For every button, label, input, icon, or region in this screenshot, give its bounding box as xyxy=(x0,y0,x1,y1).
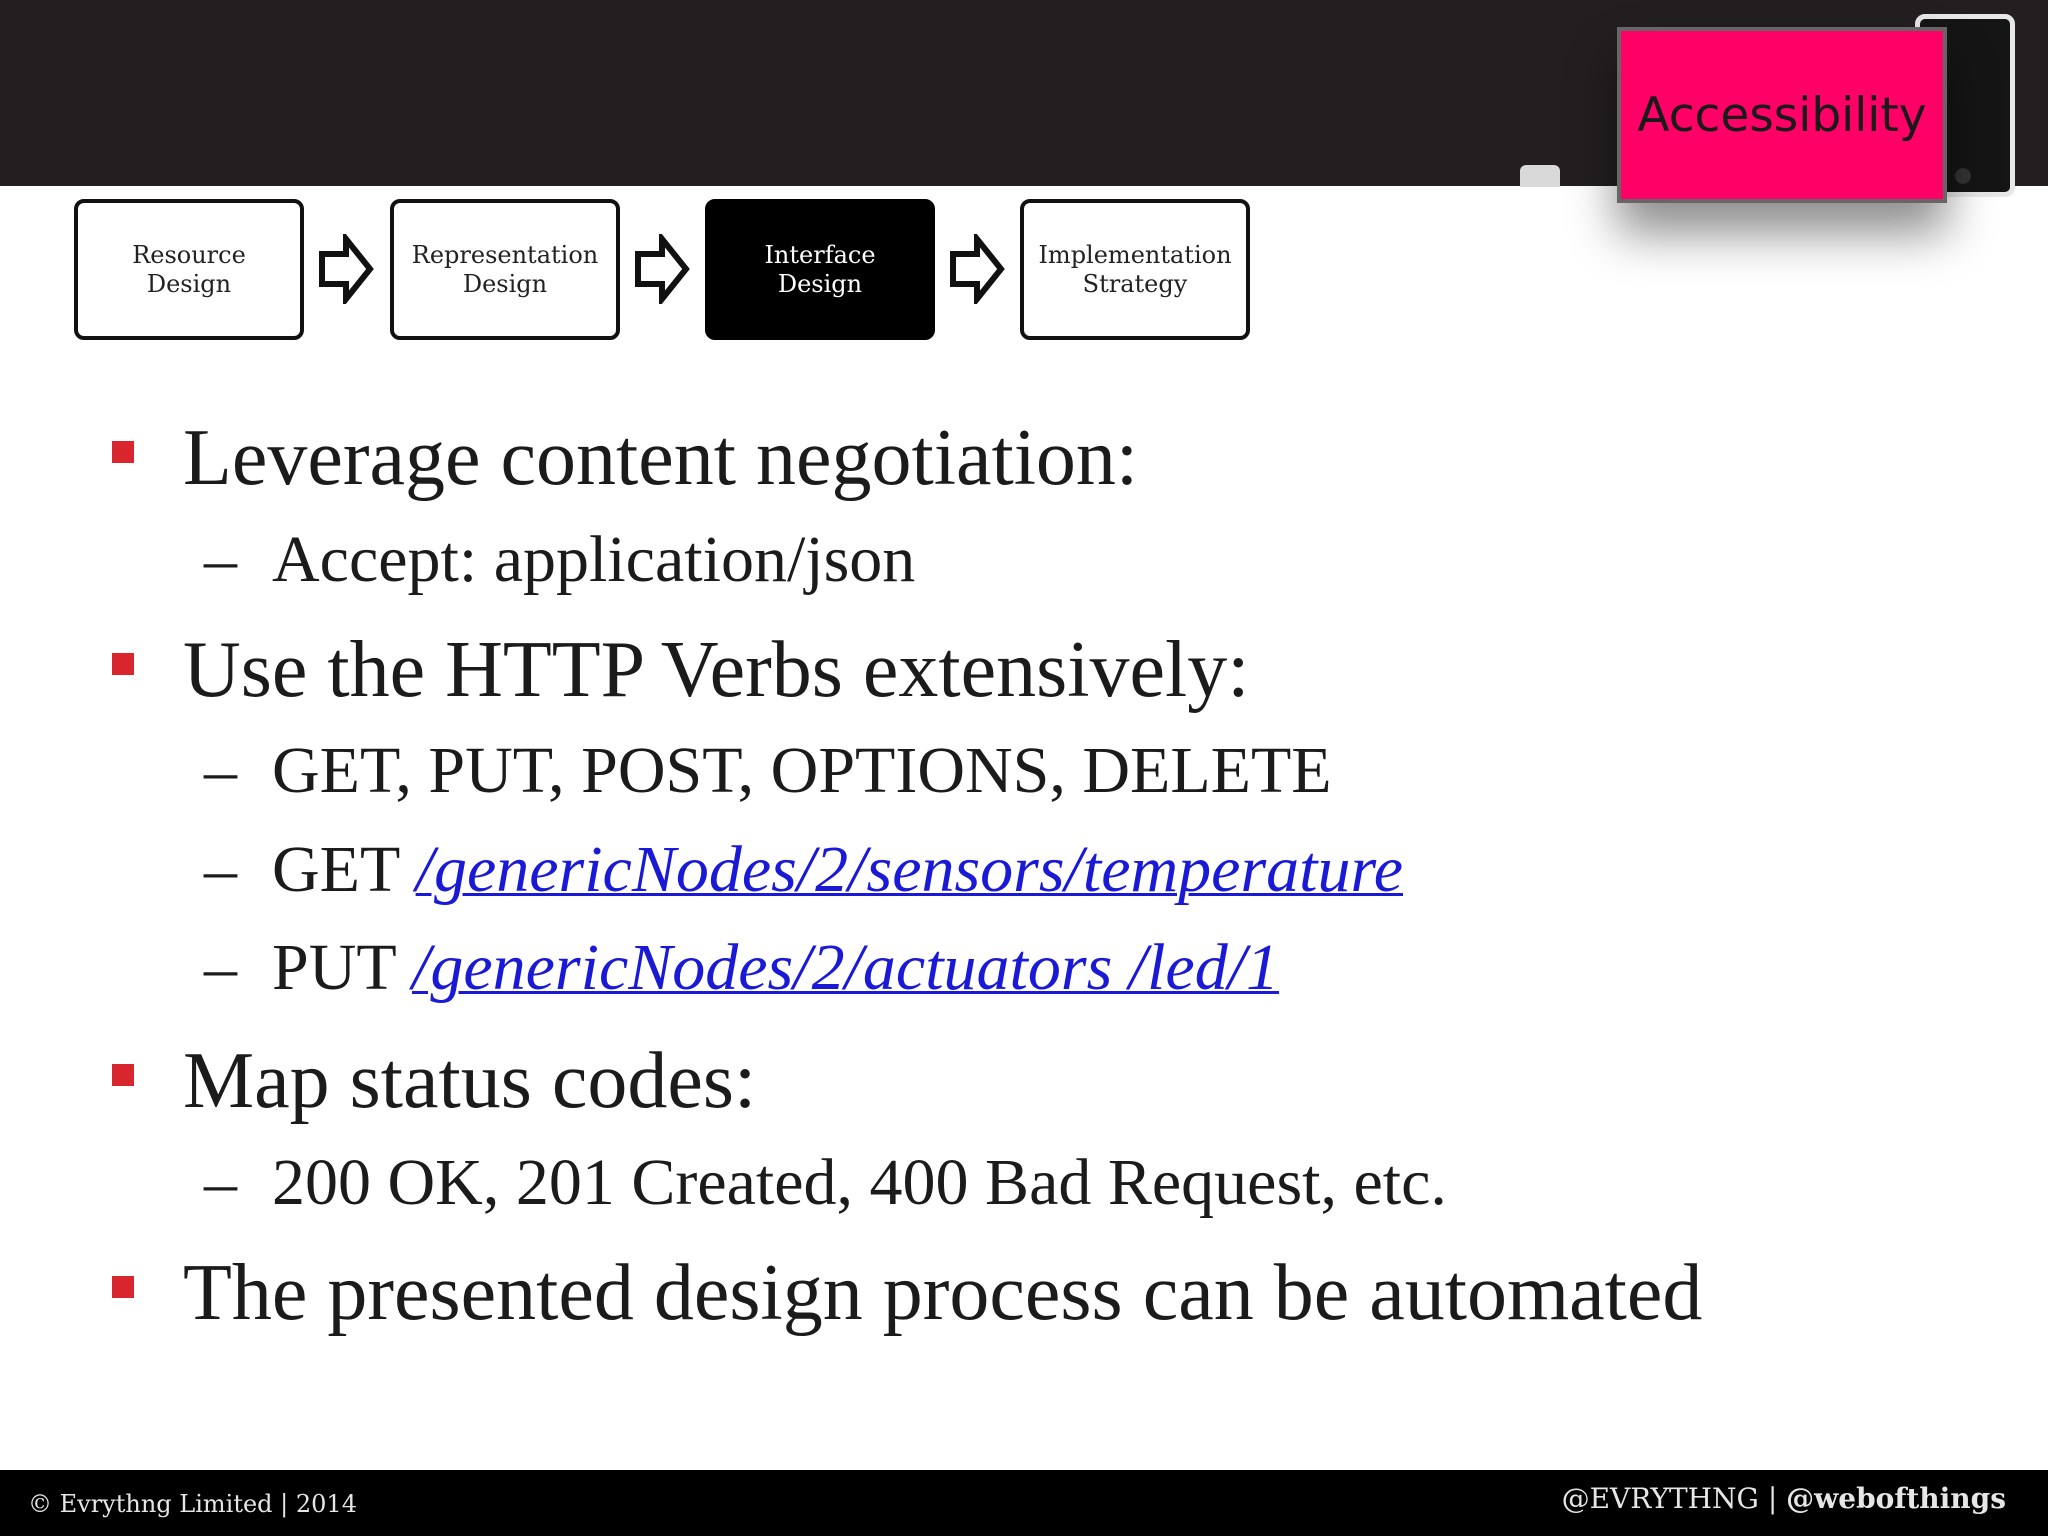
bullet-marker xyxy=(112,1064,134,1086)
step-label-line1: Resource xyxy=(132,240,246,269)
step-label-line2: Design xyxy=(146,269,232,298)
sub-bullet-dash: – xyxy=(204,931,237,1004)
device-home-button-icon xyxy=(1955,168,1971,184)
step-label-line2: Design xyxy=(777,269,863,298)
bullet-marker xyxy=(112,441,134,463)
step-label-line1: Representation xyxy=(411,240,599,269)
arrow-right-icon xyxy=(318,234,374,304)
accessibility-badge[interactable]: Accessibility xyxy=(1617,27,1947,203)
http-verb: GET xyxy=(272,833,400,906)
sub-bullet-text: Accept: application/json xyxy=(272,523,916,596)
footer-social-handles xyxy=(1562,1482,2006,1515)
step-interface-design xyxy=(705,199,935,340)
bullet-text: Map status codes: xyxy=(183,1037,757,1125)
step-representation-design xyxy=(390,199,620,340)
arrow-right-icon xyxy=(949,234,1005,304)
sub-bullet-text: GET, PUT, POST, OPTIONS, DELETE xyxy=(272,734,1332,807)
bullet-marker xyxy=(112,1276,134,1298)
bullet-marker xyxy=(112,653,134,675)
sub-bullet-dash: – xyxy=(204,523,237,596)
sub-bullet-dash: – xyxy=(204,1146,237,1219)
device-icon xyxy=(1520,165,1560,187)
step-implementation-strategy xyxy=(1020,199,1250,340)
bullet-text: Use the HTTP Verbs extensively: xyxy=(183,626,1250,714)
twitter-handle-webofthings[interactable]: @webofthings xyxy=(1786,1482,2006,1515)
step-label-line1: Implementation xyxy=(1038,240,1232,269)
sub-bullet-dash: – xyxy=(204,734,237,807)
step-label-line2: Strategy xyxy=(1082,269,1188,298)
http-verb: PUT xyxy=(272,931,396,1004)
sub-bullet-dash: – xyxy=(204,833,237,906)
bullet-text: The presented design process can be automated xyxy=(183,1249,1703,1337)
sub-bullet-put-resource xyxy=(272,930,1279,1006)
sub-bullet-get-resource xyxy=(272,832,1403,908)
actuator-led-link[interactable]: /genericNodes/2/actuators /led/1 xyxy=(412,931,1280,1004)
arrow-right-icon xyxy=(634,234,690,304)
twitter-handle-evrythng[interactable]: @EVRYTHNG xyxy=(1561,1482,1759,1515)
step-label-line2: Design xyxy=(462,269,548,298)
sensor-temperature-link[interactable]: /genericNodes/2/sensors/temperature xyxy=(415,833,1404,906)
bullet-text: Leverage content negotiation: xyxy=(183,414,1139,502)
sub-bullet-text: 200 OK, 201 Created, 400 Bad Request, etc. xyxy=(272,1146,1447,1219)
footer-separator: | xyxy=(1767,1482,1778,1515)
step-label-line1: Interface xyxy=(764,240,876,269)
step-resource-design xyxy=(74,199,304,340)
footer-copyright: © Evrythng Limited | 2014 xyxy=(28,1490,357,1518)
